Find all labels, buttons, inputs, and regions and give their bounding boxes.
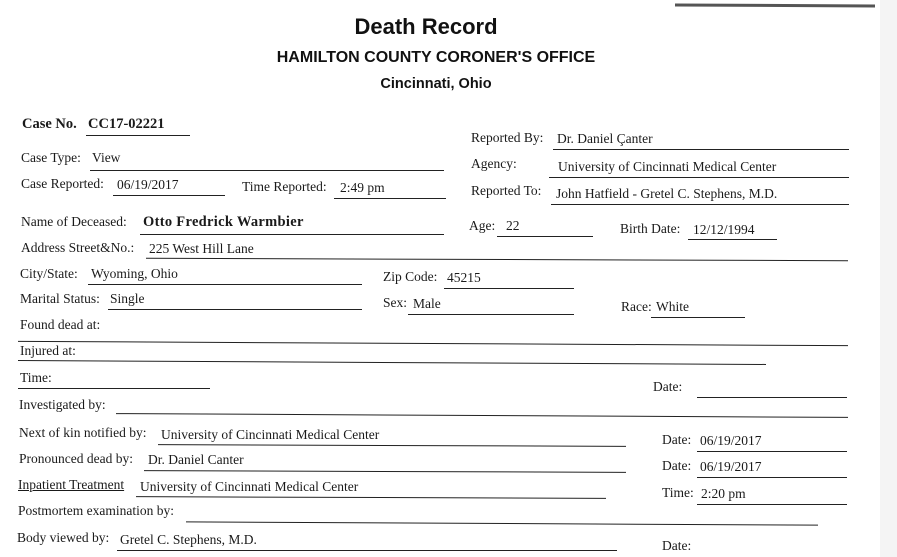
- page-margin: [880, 0, 897, 557]
- injured-at-label: Injured at:: [20, 343, 76, 358]
- scan-edge-mark: [675, 3, 875, 7]
- race-label: Race:: [621, 299, 652, 314]
- birth-date-value: 12/12/1994: [693, 222, 755, 237]
- next-of-kin-value: University of Cincinnati Medical Center: [161, 427, 380, 442]
- marital-value: Single: [110, 291, 145, 306]
- body-date-label: Date:: [662, 538, 692, 553]
- found-dead-at-label: Found dead at:: [20, 317, 101, 332]
- inpatient-label: Inpatient Treatment: [18, 477, 125, 492]
- birth-date-label: Birth Date:: [620, 221, 681, 236]
- agency-value: University of Cincinnati Medical Center: [558, 159, 777, 174]
- case-type-label: Case Type:: [21, 150, 81, 165]
- case-reported-label: Case Reported:: [21, 176, 104, 191]
- next-of-kin-label: Next of kin notified by:: [19, 425, 147, 440]
- time-label: Time:: [20, 370, 52, 385]
- document-title: Death Record: [354, 14, 498, 39]
- age-label: Age:: [469, 218, 496, 233]
- race-value: White: [656, 299, 689, 314]
- postmortem-label: Postmortem examination by:: [18, 503, 174, 518]
- nok-date-label: Date:: [662, 432, 692, 447]
- marital-label: Marital Status:: [20, 291, 100, 306]
- office-name: HAMILTON COUNTY CORONER'S OFFICE: [276, 49, 596, 66]
- pronounced-value: Dr. Daniel Canter: [148, 452, 244, 467]
- body-viewed-value: Gretel C. Stephens, M.D.: [120, 532, 257, 547]
- zip-label: Zip Code:: [383, 269, 438, 284]
- reported-to-label: Reported To:: [471, 183, 542, 198]
- body-viewed-label: Body viewed by:: [17, 530, 110, 545]
- agency-label: Agency:: [471, 156, 517, 171]
- case-reported-value: 06/19/2017: [117, 177, 179, 192]
- case-no-label: Case No.: [22, 116, 77, 132]
- age-value: 22: [506, 218, 520, 233]
- zip-value: 45215: [447, 270, 481, 285]
- case-no-value: CC17-02221: [88, 116, 165, 132]
- city-state-label: City/State:: [20, 266, 78, 281]
- pron-date-value: 06/19/2017: [700, 459, 762, 474]
- address-value: 225 West Hill Lane: [149, 241, 254, 256]
- nok-date-value: 06/19/2017: [700, 433, 762, 448]
- reported-by-label: Reported By:: [471, 130, 544, 145]
- date-label: Date:: [653, 379, 683, 394]
- inpatient-time-label: Time:: [662, 485, 694, 500]
- time-reported-value: 2:49 pm: [340, 180, 385, 195]
- time-reported-label: Time Reported:: [242, 179, 327, 194]
- office-location: Cincinnati, Ohio: [380, 76, 492, 92]
- sex-value: Male: [413, 296, 441, 311]
- inpatient-time-value: 2:20 pm: [701, 486, 746, 501]
- deceased-label: Name of Deceased:: [21, 214, 127, 229]
- deceased-value: Otto Fredrick Warmbier: [143, 214, 304, 230]
- inpatient-value: University of Cincinnati Medical Center: [140, 479, 359, 494]
- reported-to-value: John Hatfield - Gretel C. Stephens, M.D.: [556, 186, 778, 201]
- reported-by-value: Dr. Daniel Çanter: [557, 131, 653, 146]
- sex-label: Sex:: [383, 295, 408, 310]
- case-type-value: View: [92, 150, 121, 165]
- pronounced-label: Pronounced dead by:: [19, 451, 133, 466]
- pron-date-label: Date:: [662, 458, 692, 473]
- address-label: Address Street&No.:: [21, 240, 135, 255]
- city-state-value: Wyoming, Ohio: [91, 266, 178, 281]
- investigated-by-label: Investigated by:: [19, 397, 106, 412]
